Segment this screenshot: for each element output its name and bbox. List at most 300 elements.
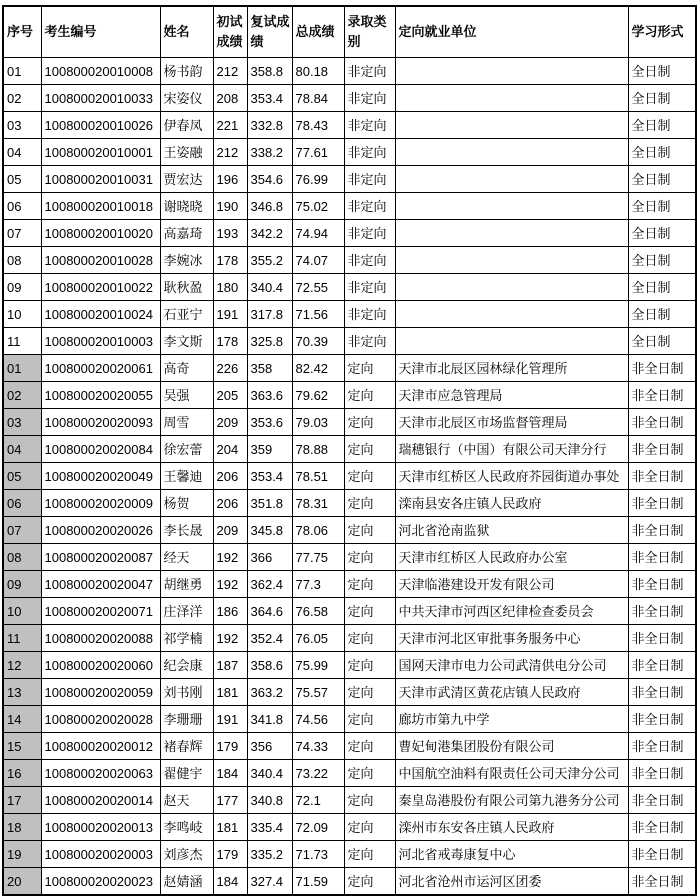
- cell-total-score: 72.09: [292, 814, 344, 841]
- table-row: [3, 355, 696, 382]
- cell-examinee-id: 100800020020013: [41, 814, 160, 841]
- cell-employment-unit: [395, 112, 628, 139]
- cell-name: 经天: [160, 544, 213, 571]
- cell-employment-unit: [395, 220, 628, 247]
- cell-initial-score: 204: [213, 436, 247, 463]
- cell-total-score: 78.43: [292, 112, 344, 139]
- cell-study-form: 全日制: [628, 58, 696, 85]
- cell-employment-unit: 天津市北辰区园林绿化管理所: [395, 355, 628, 382]
- cell-initial-score: 208: [213, 85, 247, 112]
- cell-retest-score: 332.8: [247, 112, 292, 139]
- cell-admission-category: 非定向: [344, 328, 395, 355]
- cell-name: 耿秋盈: [160, 274, 213, 301]
- header-row: [3, 6, 696, 58]
- cell-retest-score: 342.2: [247, 220, 292, 247]
- cell-retest-score: 353.6: [247, 409, 292, 436]
- cell-serial: 04: [3, 436, 41, 463]
- table-row: [3, 652, 696, 679]
- cell-retest-score: 345.8: [247, 517, 292, 544]
- cell-total-score: 70.39: [292, 328, 344, 355]
- cell-study-form: 非全日制: [628, 463, 696, 490]
- cell-serial: 10: [3, 598, 41, 625]
- cell-employment-unit: [395, 85, 628, 112]
- cell-name: 庄泽洋: [160, 598, 213, 625]
- header-serial: 序号: [3, 6, 41, 58]
- cell-serial: 02: [3, 382, 41, 409]
- cell-retest-score: 327.4: [247, 868, 292, 896]
- cell-employment-unit: 天津市应急管理局: [395, 382, 628, 409]
- cell-initial-score: 212: [213, 58, 247, 85]
- cell-admission-category: 非定向: [344, 58, 395, 85]
- cell-examinee-id: 100800020010018: [41, 193, 160, 220]
- cell-admission-category: 非定向: [344, 85, 395, 112]
- cell-initial-score: 196: [213, 166, 247, 193]
- cell-initial-score: 177: [213, 787, 247, 814]
- header-admission-category: 录取类别: [344, 6, 395, 58]
- cell-name: 徐宏蕾: [160, 436, 213, 463]
- cell-examinee-id: 100800020020028: [41, 706, 160, 733]
- header-initial-score: 初试成绩: [213, 6, 247, 58]
- cell-name: 石亚宁: [160, 301, 213, 328]
- cell-serial: 09: [3, 571, 41, 598]
- cell-initial-score: 206: [213, 463, 247, 490]
- cell-study-form: 全日制: [628, 85, 696, 112]
- header-examinee-id: 考生编号: [41, 6, 160, 58]
- cell-employment-unit: [395, 247, 628, 274]
- cell-retest-score: 366: [247, 544, 292, 571]
- cell-total-score: 73.22: [292, 760, 344, 787]
- cell-initial-score: 178: [213, 328, 247, 355]
- cell-admission-category: 非定向: [344, 166, 395, 193]
- cell-examinee-id: 100800020010031: [41, 166, 160, 193]
- cell-admission-category: 非定向: [344, 247, 395, 274]
- cell-examinee-id: 100800020010003: [41, 328, 160, 355]
- cell-retest-score: 363.6: [247, 382, 292, 409]
- table-row: [3, 733, 696, 760]
- cell-initial-score: 192: [213, 571, 247, 598]
- cell-employment-unit: 天津市红桥区人民政府办公室: [395, 544, 628, 571]
- cell-total-score: 72.1: [292, 787, 344, 814]
- cell-name: 高奇: [160, 355, 213, 382]
- cell-study-form: 非全日制: [628, 868, 696, 896]
- cell-examinee-id: 100800020020093: [41, 409, 160, 436]
- cell-name: 宋姿仪: [160, 85, 213, 112]
- table-body: [3, 58, 696, 896]
- cell-serial: 11: [3, 328, 41, 355]
- cell-study-form: 全日制: [628, 139, 696, 166]
- cell-retest-score: 364.6: [247, 598, 292, 625]
- cell-serial: 09: [3, 274, 41, 301]
- cell-initial-score: 192: [213, 625, 247, 652]
- table-row: [3, 706, 696, 733]
- cell-retest-score: 355.2: [247, 247, 292, 274]
- cell-retest-score: 362.4: [247, 571, 292, 598]
- cell-study-form: 全日制: [628, 247, 696, 274]
- cell-retest-score: 356: [247, 733, 292, 760]
- table-row: [3, 679, 696, 706]
- cell-retest-score: 359: [247, 436, 292, 463]
- cell-admission-category: 定向: [344, 760, 395, 787]
- cell-serial: 06: [3, 193, 41, 220]
- cell-retest-score: 353.4: [247, 85, 292, 112]
- cell-name: 谢晓晓: [160, 193, 213, 220]
- cell-study-form: 非全日制: [628, 490, 696, 517]
- cell-name: 纪会康: [160, 652, 213, 679]
- cell-employment-unit: 天津市北辰区市场监督管理局: [395, 409, 628, 436]
- cell-employment-unit: 河北省戒毒康复中心: [395, 841, 628, 868]
- cell-study-form: 非全日制: [628, 625, 696, 652]
- cell-name: 吴强: [160, 382, 213, 409]
- cell-serial: 18: [3, 814, 41, 841]
- table-row: [3, 598, 696, 625]
- cell-total-score: 74.33: [292, 733, 344, 760]
- cell-serial: 10: [3, 301, 41, 328]
- cell-retest-score: 351.8: [247, 490, 292, 517]
- table-row: [3, 85, 696, 112]
- cell-total-score: 75.57: [292, 679, 344, 706]
- cell-retest-score: 341.8: [247, 706, 292, 733]
- cell-initial-score: 179: [213, 733, 247, 760]
- cell-study-form: 全日制: [628, 166, 696, 193]
- cell-examinee-id: 100800020020003: [41, 841, 160, 868]
- table-row: [3, 544, 696, 571]
- cell-study-form: 全日制: [628, 328, 696, 355]
- cell-serial: 17: [3, 787, 41, 814]
- cell-study-form: 非全日制: [628, 355, 696, 382]
- cell-initial-score: 221: [213, 112, 247, 139]
- table-row: [3, 220, 696, 247]
- cell-admission-category: 定向: [344, 814, 395, 841]
- cell-retest-score: 363.2: [247, 679, 292, 706]
- cell-name: 杨贺: [160, 490, 213, 517]
- table-row: [3, 247, 696, 274]
- table-row: [3, 517, 696, 544]
- cell-serial: 20: [3, 868, 41, 896]
- header-study-form: 学习形式: [628, 6, 696, 58]
- cell-admission-category: 定向: [344, 355, 395, 382]
- cell-study-form: 非全日制: [628, 517, 696, 544]
- cell-total-score: 75.02: [292, 193, 344, 220]
- cell-employment-unit: 国网天津市电力公司武清供电分公司: [395, 652, 628, 679]
- cell-initial-score: 193: [213, 220, 247, 247]
- admission-results-table: [2, 5, 697, 896]
- cell-admission-category: 非定向: [344, 274, 395, 301]
- cell-examinee-id: 100800020020023: [41, 868, 160, 896]
- cell-total-score: 75.99: [292, 652, 344, 679]
- cell-name: 伊春凤: [160, 112, 213, 139]
- cell-examinee-id: 100800020020087: [41, 544, 160, 571]
- cell-admission-category: 定向: [344, 679, 395, 706]
- cell-employment-unit: [395, 58, 628, 85]
- cell-examinee-id: 100800020010026: [41, 112, 160, 139]
- table-row: [3, 112, 696, 139]
- cell-serial: 05: [3, 463, 41, 490]
- cell-admission-category: 非定向: [344, 139, 395, 166]
- table-row: [3, 436, 696, 463]
- cell-admission-category: 定向: [344, 571, 395, 598]
- cell-name: 祁学楠: [160, 625, 213, 652]
- cell-serial: 07: [3, 517, 41, 544]
- cell-admission-category: 定向: [344, 490, 395, 517]
- cell-study-form: 非全日制: [628, 436, 696, 463]
- cell-employment-unit: 滦南县安各庄镇人民政府: [395, 490, 628, 517]
- cell-study-form: 非全日制: [628, 571, 696, 598]
- cell-initial-score: 209: [213, 409, 247, 436]
- cell-initial-score: 180: [213, 274, 247, 301]
- cell-employment-unit: [395, 301, 628, 328]
- cell-initial-score: 226: [213, 355, 247, 382]
- cell-name: 杨书韵: [160, 58, 213, 85]
- cell-retest-score: 354.6: [247, 166, 292, 193]
- table-row: [3, 409, 696, 436]
- cell-total-score: 76.58: [292, 598, 344, 625]
- cell-retest-score: 358: [247, 355, 292, 382]
- cell-name: 赵婧涵: [160, 868, 213, 896]
- cell-examinee-id: 100800020020012: [41, 733, 160, 760]
- cell-name: 翟健宇: [160, 760, 213, 787]
- table-row: [3, 841, 696, 868]
- cell-total-score: 74.56: [292, 706, 344, 733]
- cell-name: 李鸣岐: [160, 814, 213, 841]
- cell-study-form: 全日制: [628, 220, 696, 247]
- cell-admission-category: 非定向: [344, 193, 395, 220]
- cell-serial: 11: [3, 625, 41, 652]
- cell-study-form: 非全日制: [628, 544, 696, 571]
- cell-total-score: 77.75: [292, 544, 344, 571]
- cell-total-score: 78.88: [292, 436, 344, 463]
- cell-employment-unit: 秦皇岛港股份有限公司第九港务分公司: [395, 787, 628, 814]
- cell-study-form: 非全日制: [628, 652, 696, 679]
- cell-retest-score: 317.8: [247, 301, 292, 328]
- cell-serial: 15: [3, 733, 41, 760]
- cell-total-score: 79.03: [292, 409, 344, 436]
- cell-name: 李婉冰: [160, 247, 213, 274]
- table-row: [3, 787, 696, 814]
- cell-initial-score: 184: [213, 868, 247, 896]
- cell-initial-score: 206: [213, 490, 247, 517]
- cell-study-form: 非全日制: [628, 733, 696, 760]
- header-total-score: 总成绩: [292, 6, 344, 58]
- cell-total-score: 80.18: [292, 58, 344, 85]
- cell-study-form: 全日制: [628, 112, 696, 139]
- cell-admission-category: 定向: [344, 706, 395, 733]
- cell-study-form: 全日制: [628, 193, 696, 220]
- cell-initial-score: 181: [213, 814, 247, 841]
- cell-initial-score: 212: [213, 139, 247, 166]
- cell-serial: 02: [3, 85, 41, 112]
- cell-retest-score: 340.8: [247, 787, 292, 814]
- table-row: [3, 463, 696, 490]
- cell-admission-category: 非定向: [344, 112, 395, 139]
- cell-total-score: 78.06: [292, 517, 344, 544]
- cell-examinee-id: 100800020010001: [41, 139, 160, 166]
- cell-serial: 12: [3, 652, 41, 679]
- cell-name: 李文斯: [160, 328, 213, 355]
- table-row: [3, 274, 696, 301]
- cell-employment-unit: [395, 139, 628, 166]
- cell-total-score: 82.42: [292, 355, 344, 382]
- cell-retest-score: 346.8: [247, 193, 292, 220]
- cell-employment-unit: 天津市红桥区人民政府芥园街道办事处: [395, 463, 628, 490]
- cell-retest-score: 340.4: [247, 274, 292, 301]
- cell-examinee-id: 100800020020055: [41, 382, 160, 409]
- table-row: [3, 139, 696, 166]
- cell-examinee-id: 100800020020060: [41, 652, 160, 679]
- cell-employment-unit: [395, 166, 628, 193]
- cell-study-form: 非全日制: [628, 679, 696, 706]
- cell-examinee-id: 100800020010024: [41, 301, 160, 328]
- cell-employment-unit: [395, 193, 628, 220]
- cell-examinee-id: 100800020020026: [41, 517, 160, 544]
- cell-initial-score: 179: [213, 841, 247, 868]
- table-row: [3, 760, 696, 787]
- cell-name: 刘彦杰: [160, 841, 213, 868]
- cell-admission-category: 定向: [344, 841, 395, 868]
- cell-examinee-id: 100800020020059: [41, 679, 160, 706]
- cell-study-form: 非全日制: [628, 760, 696, 787]
- cell-total-score: 71.73: [292, 841, 344, 868]
- cell-employment-unit: 河北省沧州市运河区团委: [395, 868, 628, 896]
- cell-initial-score: 186: [213, 598, 247, 625]
- cell-study-form: 非全日制: [628, 787, 696, 814]
- cell-admission-category: 定向: [344, 517, 395, 544]
- cell-examinee-id: 100800020020071: [41, 598, 160, 625]
- cell-employment-unit: [395, 328, 628, 355]
- cell-examinee-id: 100800020010008: [41, 58, 160, 85]
- cell-serial: 14: [3, 706, 41, 733]
- cell-admission-category: 定向: [344, 868, 395, 896]
- cell-initial-score: 209: [213, 517, 247, 544]
- cell-retest-score: 340.4: [247, 760, 292, 787]
- cell-admission-category: 定向: [344, 598, 395, 625]
- table-row: [3, 166, 696, 193]
- cell-initial-score: 178: [213, 247, 247, 274]
- cell-study-form: 非全日制: [628, 382, 696, 409]
- cell-total-score: 77.61: [292, 139, 344, 166]
- cell-examinee-id: 100800020020061: [41, 355, 160, 382]
- cell-examinee-id: 100800020010028: [41, 247, 160, 274]
- cell-employment-unit: 天津市河北区审批事务服务中心: [395, 625, 628, 652]
- cell-initial-score: 184: [213, 760, 247, 787]
- cell-total-score: 71.59: [292, 868, 344, 896]
- cell-initial-score: 192: [213, 544, 247, 571]
- cell-examinee-id: 100800020020014: [41, 787, 160, 814]
- cell-examinee-id: 100800020010033: [41, 85, 160, 112]
- cell-total-score: 74.07: [292, 247, 344, 274]
- cell-admission-category: 定向: [344, 463, 395, 490]
- cell-initial-score: 191: [213, 301, 247, 328]
- cell-study-form: 非全日制: [628, 598, 696, 625]
- cell-serial: 01: [3, 355, 41, 382]
- cell-study-form: 非全日制: [628, 409, 696, 436]
- cell-name: 赵天: [160, 787, 213, 814]
- table-row: [3, 814, 696, 841]
- cell-total-score: 79.62: [292, 382, 344, 409]
- cell-admission-category: 定向: [344, 409, 395, 436]
- cell-name: 周雪: [160, 409, 213, 436]
- cell-initial-score: 187: [213, 652, 247, 679]
- cell-serial: 06: [3, 490, 41, 517]
- cell-study-form: 全日制: [628, 301, 696, 328]
- cell-employment-unit: 天津市武清区黄花店镇人民政府: [395, 679, 628, 706]
- cell-initial-score: 205: [213, 382, 247, 409]
- cell-study-form: 非全日制: [628, 814, 696, 841]
- cell-admission-category: 非定向: [344, 220, 395, 247]
- cell-admission-category: 定向: [344, 787, 395, 814]
- cell-total-score: 76.05: [292, 625, 344, 652]
- cell-serial: 08: [3, 247, 41, 274]
- table-row: [3, 58, 696, 85]
- table-row: [3, 571, 696, 598]
- cell-total-score: 78.51: [292, 463, 344, 490]
- cell-total-score: 76.99: [292, 166, 344, 193]
- header-employment-unit: 定向就业单位: [395, 6, 628, 58]
- cell-total-score: 71.56: [292, 301, 344, 328]
- cell-serial: 19: [3, 841, 41, 868]
- cell-name: 贾宏达: [160, 166, 213, 193]
- cell-study-form: 非全日制: [628, 706, 696, 733]
- cell-name: 李珊珊: [160, 706, 213, 733]
- cell-admission-category: 定向: [344, 625, 395, 652]
- cell-employment-unit: 滦州市东安各庄镇人民政府: [395, 814, 628, 841]
- cell-name: 王姿融: [160, 139, 213, 166]
- cell-examinee-id: 100800020010020: [41, 220, 160, 247]
- cell-total-score: 74.94: [292, 220, 344, 247]
- cell-retest-score: 352.4: [247, 625, 292, 652]
- table-row: [3, 193, 696, 220]
- table-row: [3, 328, 696, 355]
- header-name: 姓名: [160, 6, 213, 58]
- cell-examinee-id: 100800020020084: [41, 436, 160, 463]
- cell-initial-score: 191: [213, 706, 247, 733]
- cell-name: 李长晟: [160, 517, 213, 544]
- cell-name: 王馨迪: [160, 463, 213, 490]
- cell-name: 高嘉琦: [160, 220, 213, 247]
- cell-admission-category: 定向: [344, 544, 395, 571]
- cell-total-score: 78.84: [292, 85, 344, 112]
- cell-serial: 16: [3, 760, 41, 787]
- cell-serial: 13: [3, 679, 41, 706]
- cell-admission-category: 定向: [344, 652, 395, 679]
- cell-employment-unit: 中国航空油料有限责任公司天津分公司: [395, 760, 628, 787]
- cell-serial: 03: [3, 112, 41, 139]
- cell-study-form: 非全日制: [628, 841, 696, 868]
- cell-total-score: 77.3: [292, 571, 344, 598]
- cell-admission-category: 非定向: [344, 301, 395, 328]
- table-header: [3, 6, 696, 58]
- cell-examinee-id: 100800020020049: [41, 463, 160, 490]
- cell-serial: 01: [3, 58, 41, 85]
- cell-retest-score: 335.4: [247, 814, 292, 841]
- cell-retest-score: 353.4: [247, 463, 292, 490]
- cell-employment-unit: 瑞穗银行（中国）有限公司天津分行: [395, 436, 628, 463]
- cell-retest-score: 338.2: [247, 139, 292, 166]
- cell-name: 刘书刚: [160, 679, 213, 706]
- cell-name: 褚春辉: [160, 733, 213, 760]
- cell-initial-score: 181: [213, 679, 247, 706]
- cell-serial: 07: [3, 220, 41, 247]
- cell-employment-unit: [395, 274, 628, 301]
- cell-serial: 03: [3, 409, 41, 436]
- cell-total-score: 78.31: [292, 490, 344, 517]
- cell-retest-score: 358.6: [247, 652, 292, 679]
- table-row: [3, 382, 696, 409]
- cell-retest-score: 325.8: [247, 328, 292, 355]
- cell-retest-score: 358.8: [247, 58, 292, 85]
- table-row: [3, 301, 696, 328]
- cell-total-score: 72.55: [292, 274, 344, 301]
- table-row: [3, 490, 696, 517]
